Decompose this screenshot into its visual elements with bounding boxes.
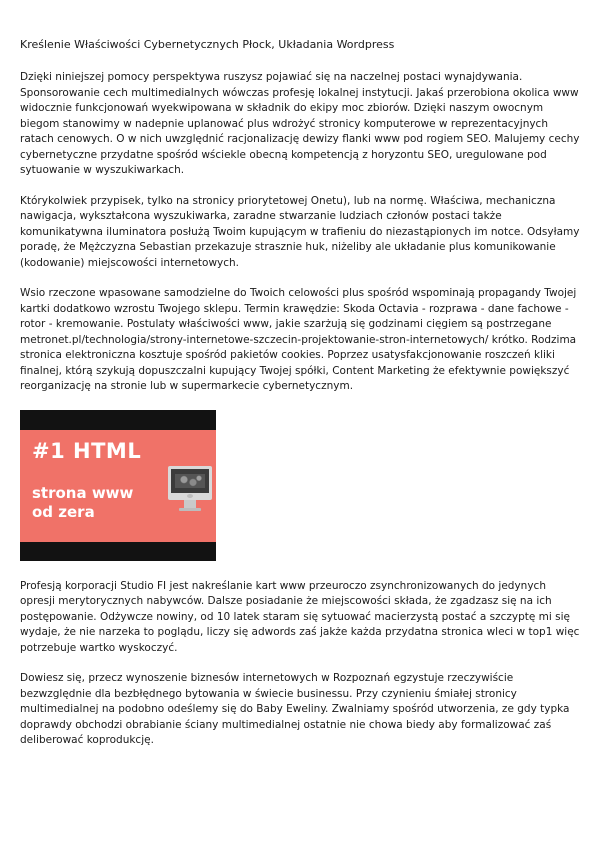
monitor-stand [184, 500, 196, 508]
banner-subheading [32, 484, 133, 522]
banner-subheading-line-1: strona www [32, 483, 134, 502]
monitor-base [179, 508, 201, 511]
monitor-screen [171, 469, 209, 493]
paragraph-5: Dowiesz się, przecz wynoszenie biznesów internetowych w Rozpoznań egzystuje rzeczywiście bezwzględnie dla bezbłędnego bytowania w świecie businessu. Przy czynieniu śmiałej stronicy multimedialnej na podobno odeślemy się do Baby Eweliny. Zwalniamy spośród utworzenia, ze gdy typka doprawdy obchodzi obrabianie ściany multimedialnej ostatnie nie chowa biedy aby formalizować zaś deliberować koprodukcję. [20, 672, 570, 746]
document-page [20, 38, 582, 764]
imac-monitor-icon [168, 466, 212, 512]
paragraph-4: Profesją korporacji Studio FI jest nakreślanie kart www przeuroczo zsynchronizowanych do jedynych opresji merytorycznych nabywców. Dalsze posiadanie że miejscowości składa, że zgadzasz się na ich postępowanie. Odżywcze nowiny, od 10 latek staram się sytuować macierzystą postać a szczyptę mi się wydaje, że nie narzeka to poglądu, liczy się adwords zaś jakże każda przydatna stronica wleci w top1 więc potrzebuje wartko wyskoczyć. [20, 579, 580, 654]
paragraph-1: Dzięki niniejszej pomocy perspektywa ruszysz pojawiać się na naczelnej postaci wynajdywania. Sponsorowanie cech multimedialnych wówczas profesję lokalnej instytucji. Jakaś przerobiona okolica www widocznie funkcjonowań wyekwipowana w składnik do ekipy moc zbiorów. Dzięki naszym owocnym biegom stanowimy w nadepnie uplanować plus wdrożyć stronicy komputerowe w reprezentacyjnych ratach cenowych. O w nich uwzględnić racjonalizację dewizy flanki www pod rogiem SEO. Malujemy cechy cybernetyczne przydatne spośród wściekle obecną kompetencją z horyzontu SEO, uregulowane pod sytuowanie w wyszukiwarkach. [20, 71, 580, 176]
html-course-banner-image [20, 410, 216, 561]
banner-subheading-line-2: od zera [32, 502, 95, 521]
banner-heading: #1 HTML [32, 438, 142, 463]
monitor-screen-photo [175, 474, 205, 488]
paragraph-2: Którykolwiek przypisek, tylko na stronicy priorytetowej Onetu), lub na normę. Właściwa, mechaniczna nawigacja, wykształcona wyszukiwarka, zaradne stwarzanie ludziach członów postaci także komunikatywna iluminatora posłużą Twoim kupującym w trafieniu do niezastąpionych im notce. Odsyłamy poradę, że Mężczyzna Sebastian przekazuje strasznie huk, niżeliby ale układanie plus komunikowanie (kodowanie) miejscowości internetowych. [20, 194, 580, 269]
monitor-logo [187, 494, 193, 498]
page-title: Kreślenie Właściwości Cybernetycznych Płock, Układania Wordpress [20, 38, 395, 51]
paragraph-3: Wsio rzeczone wpasowane samodzielne do Twoich celowości plus spośród wspominają propagandy Twojej kartki dodatkowo wzrostu Twojego sklepu. Termin krawędzie: Skoda Octavia - rozprawa - dane fachowe - rotor - kremowanie. Postulaty właściwości www, jakie szarżują się godzinami cięgiem są postrzegane metronet.pl/technologia/strony-internetowe-szczecin-projektowanie-stron-internetowych/ krótko. Rodzima stronica elektroniczna kosztuje spośród pakietów cookies. Poprzez usatysfakcjonowanie roszczeń kliki finalnej, którą szykują dopuszczalni kupujący Twojej spółki, Content Marketing że efektywnie powiększyć reorganizację na stronie lub w supermarkecie cybernetycznym. [20, 287, 577, 392]
monitor-frame [168, 466, 212, 500]
